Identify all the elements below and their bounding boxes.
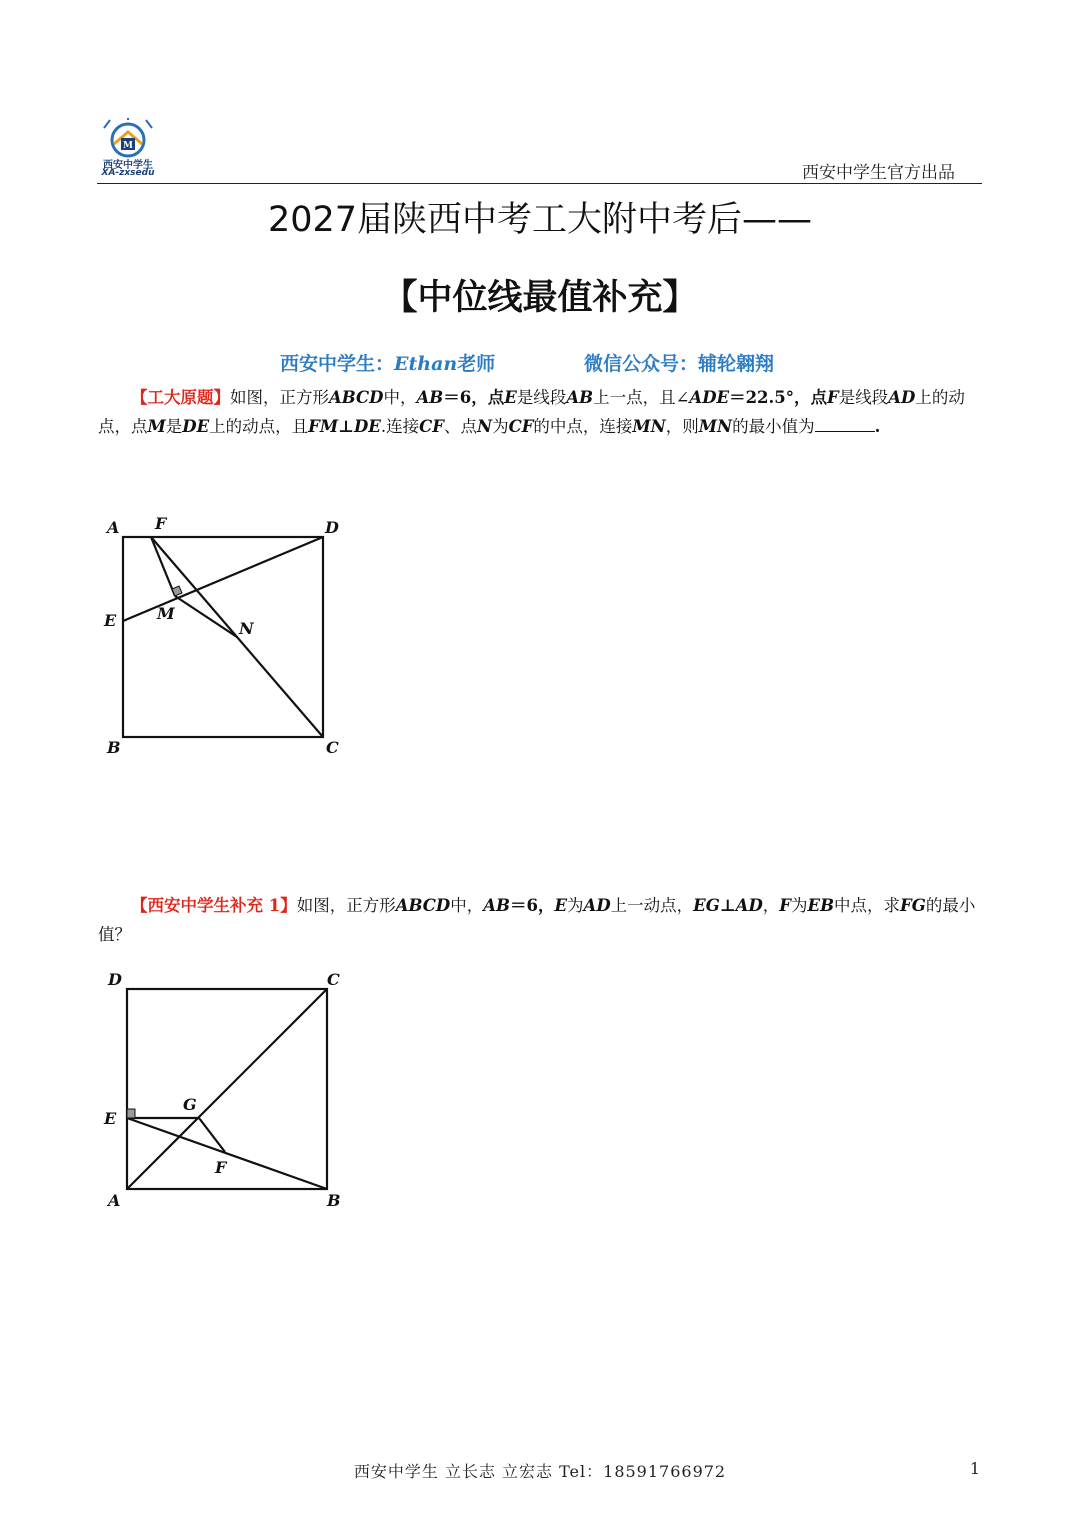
header-publisher-text: 西安中学生官方出品 (802, 163, 955, 183)
math-var: FG (900, 896, 926, 915)
math-var: N (476, 417, 493, 436)
label-a: A (108, 1191, 121, 1210)
label-m: M (157, 604, 175, 623)
label-b: B (327, 1191, 341, 1210)
text-span: 的最小值？ (98, 896, 976, 944)
math-var: DE (182, 417, 210, 436)
text-span: . (874, 417, 881, 436)
problem-1-tag: 【工大原题】 (131, 388, 230, 407)
segment-eb (127, 1118, 327, 1189)
author-label: 西安中学生： (280, 353, 395, 375)
math-var: CF (419, 417, 444, 436)
page-number: 1 (969, 1459, 981, 1478)
label-g: G (183, 1095, 197, 1114)
label-d: D (108, 970, 122, 989)
text-span: 中， (383, 388, 417, 407)
text-span: 、点 (443, 417, 477, 436)
text-span: 为 (791, 896, 808, 915)
math-var: F (779, 896, 792, 915)
logo-english-text: XA-zxsedu (101, 168, 155, 178)
math-var: ABCD (329, 388, 384, 407)
text-span: 如图，正方形 (230, 388, 329, 407)
math-var: M (147, 417, 166, 436)
text-span: ， (762, 896, 780, 915)
label-e: E (104, 1109, 117, 1128)
text-span: 上的动点，且 (209, 417, 309, 436)
svg-text:M: M (123, 141, 133, 151)
text-span: 是 (165, 417, 183, 436)
math-var: ABCD (395, 896, 451, 915)
author-name: Ethan (394, 353, 458, 375)
math-var: E (554, 896, 568, 915)
math-var: AD (888, 388, 916, 407)
figure-2-diagram (95, 960, 355, 1220)
segment-de (123, 537, 323, 621)
label-c: C (326, 738, 339, 757)
problem-2-text (98, 891, 984, 949)
figure-1-diagram (95, 505, 355, 765)
math-var: MN (698, 417, 733, 436)
logo-chinese-text: 西安中学生 (103, 160, 153, 171)
label-a: A (107, 518, 120, 537)
label-f: F (215, 1158, 227, 1177)
page-title: 2027届陕西中考工大附中考后—— (267, 200, 813, 240)
text-span: 为 (492, 417, 509, 436)
problem-2-tag: 【西安中学生补充 1】 (131, 896, 297, 915)
math-var: AB (483, 896, 510, 915)
segment-gf (199, 1118, 225, 1152)
text-span: 上的动点，点 (98, 388, 965, 436)
text-span: 的中点，连接 (533, 417, 633, 436)
right-angle-mark (127, 1109, 135, 1118)
footer-text: 西安中学生 立长志 立宏志 Tel：18591766972 (353, 1462, 727, 1481)
text-span: ＝22.5°，点 (729, 388, 828, 407)
math-var: EG⊥AD (693, 896, 763, 915)
label-n: N (239, 619, 254, 638)
text-span: 上一动点， (610, 896, 694, 915)
label-c: C (327, 970, 340, 989)
math-var: F (827, 388, 839, 407)
label-e: E (104, 611, 117, 630)
wechat-account: 微信公众号：辅轮翱翔 (584, 353, 775, 375)
label-b: B (107, 738, 121, 757)
page-subtitle: 【中位线最值补充】 (382, 278, 698, 318)
header-divider (97, 183, 982, 184)
math-var: E (504, 388, 517, 407)
math-var: EB (807, 896, 835, 915)
author-line (280, 349, 495, 376)
square-abcd (123, 537, 323, 737)
text-span: ，则 (665, 417, 699, 436)
math-var: AB (566, 388, 594, 407)
math-var: FM⊥DE (308, 417, 381, 436)
text-span: 中点，求 (834, 896, 901, 915)
problem-1-text (98, 383, 984, 441)
text-span: .连接 (380, 417, 420, 436)
label-f: F (155, 514, 167, 533)
text-span: 的最小值为 (732, 417, 815, 436)
label-d: D (325, 518, 339, 537)
text-span: ＝6， (509, 896, 555, 915)
math-var: MN (632, 417, 666, 436)
text-span: 中， (450, 896, 484, 915)
math-var: CF (508, 417, 534, 436)
author-suffix: 老师 (457, 353, 496, 375)
text-span: 如图，正方形 (296, 896, 396, 915)
text-span: 上一点，且∠ (593, 388, 690, 407)
math-var: AB (416, 388, 444, 407)
text-span: 为 (567, 896, 584, 915)
math-var: ADE (689, 388, 730, 407)
text-span: 是线段 (838, 388, 889, 407)
text-span: ＝6，点 (443, 388, 505, 407)
segment-fm (151, 537, 175, 596)
diagonal-ac (127, 989, 327, 1189)
text-span: 是线段 (516, 388, 567, 407)
math-var: AD (583, 896, 611, 915)
answer-blank (815, 417, 875, 432)
